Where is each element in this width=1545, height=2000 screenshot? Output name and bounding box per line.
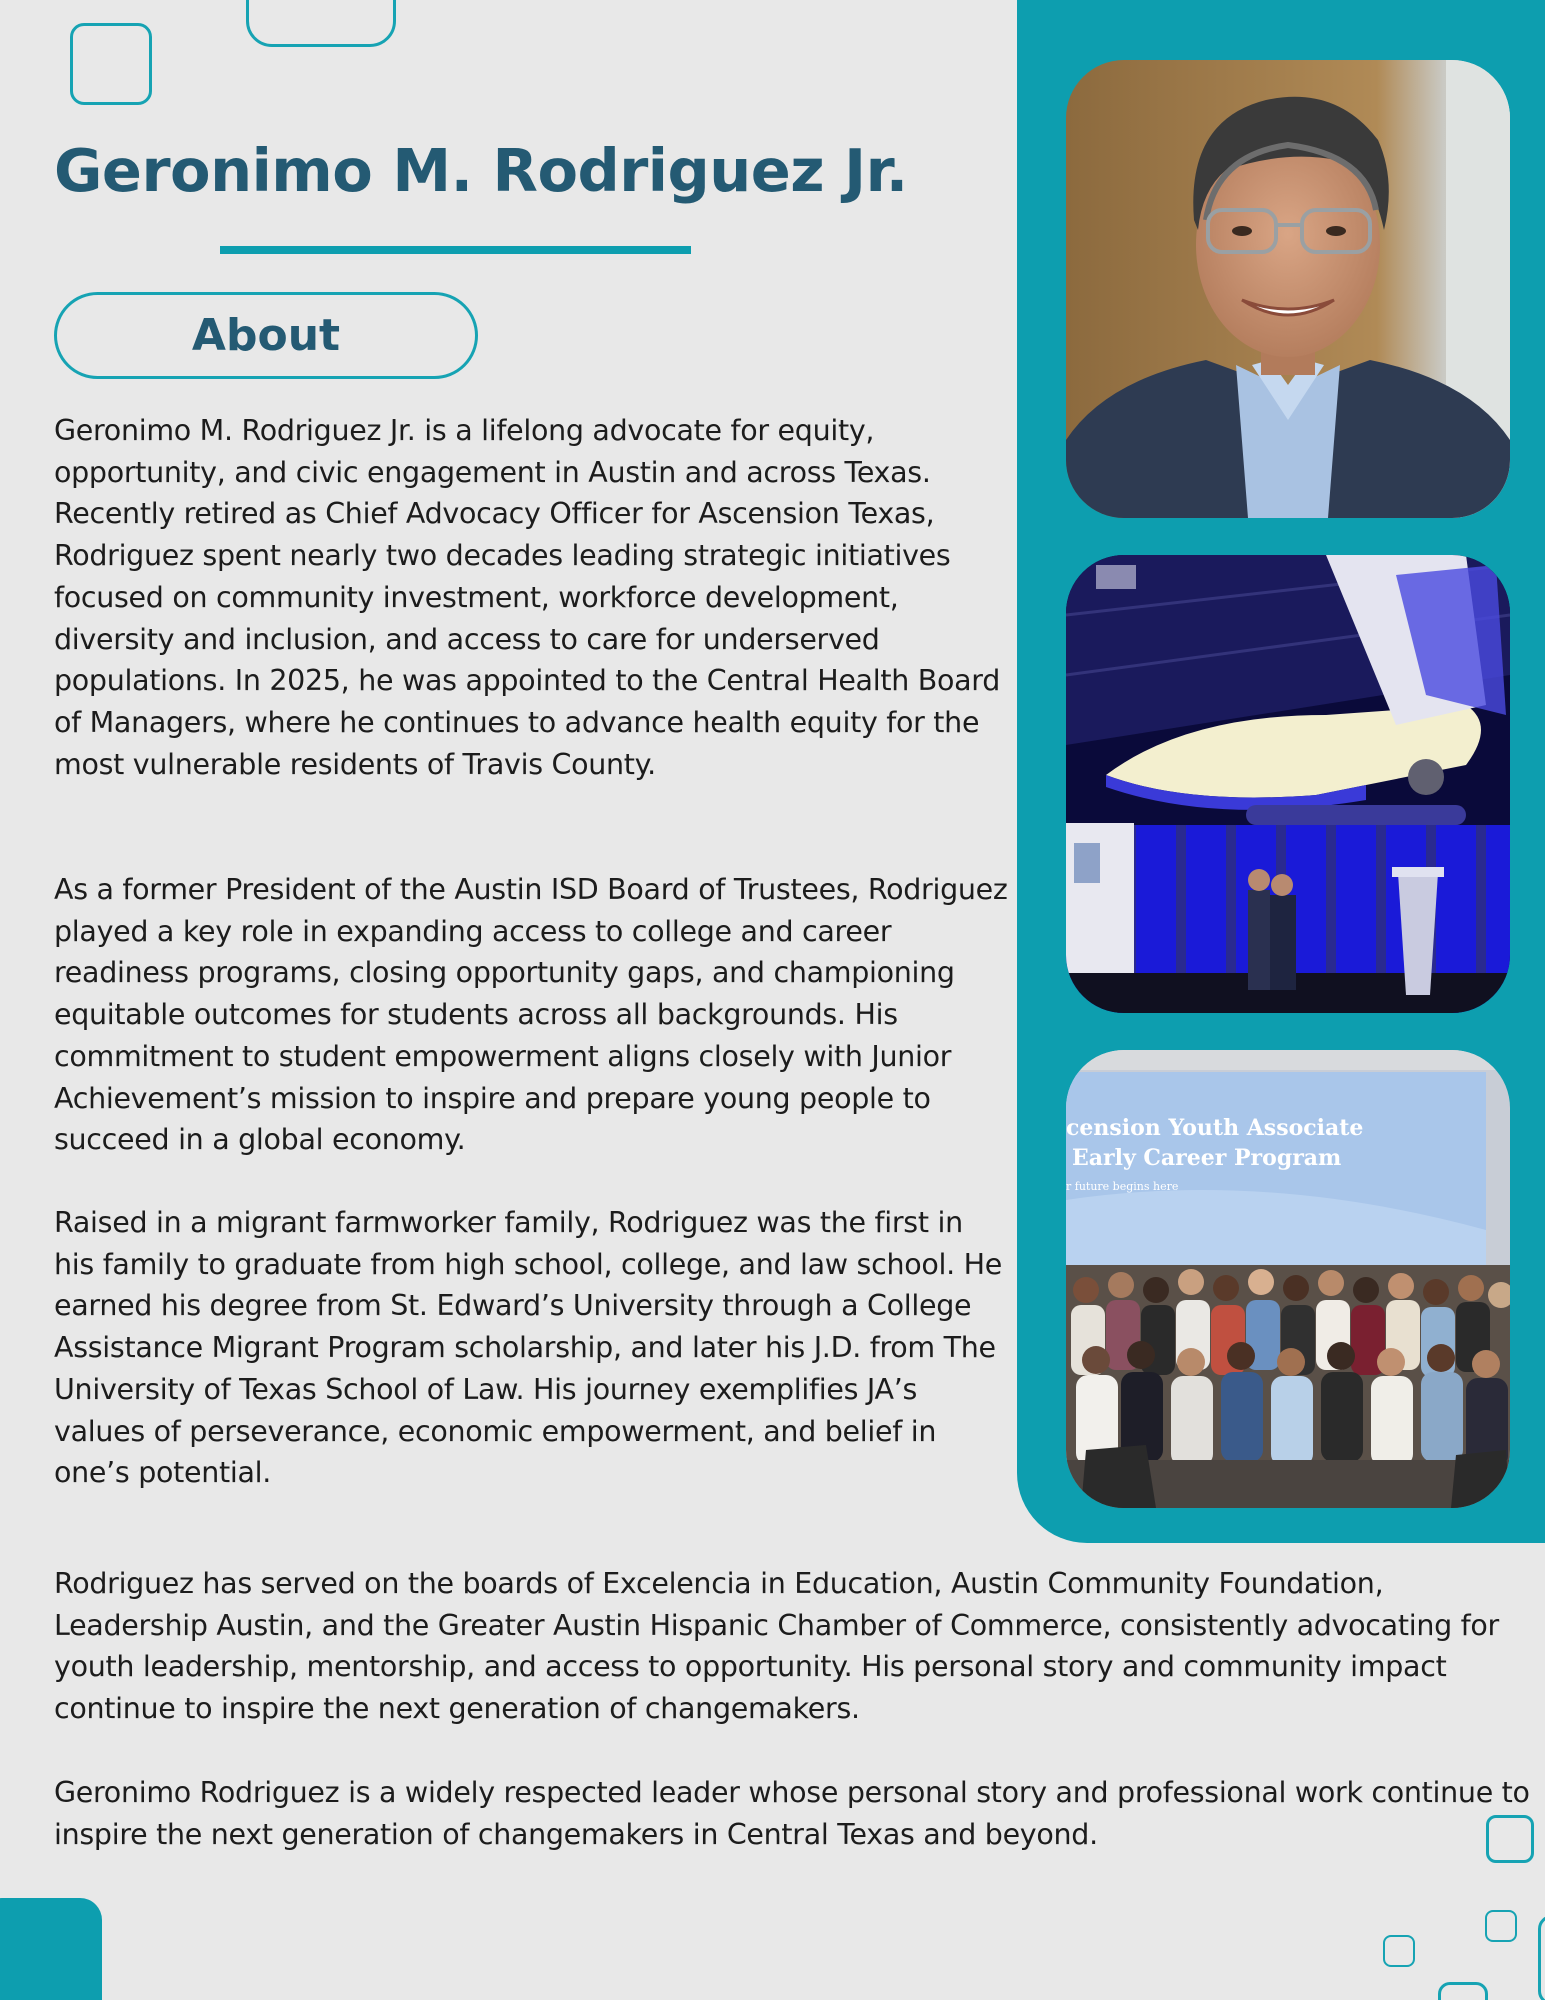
decorative-rounded-outline (246, 0, 396, 47)
slide-subtitle: r future begins here (1066, 1180, 1179, 1193)
decorative-square-outline (1438, 1982, 1488, 2000)
title-underline (220, 246, 691, 254)
decorative-square-outline (70, 23, 152, 105)
page-title: Geronimo M. Rodriguez Jr. (54, 136, 908, 205)
decorative-square-outline (1538, 1915, 1545, 2000)
slide-title-line-1: cension Youth Associate (1066, 1115, 1364, 1141)
slide-title-line-2: Early Career Program (1072, 1145, 1342, 1171)
decorative-corner-block (0, 1898, 102, 2000)
decorative-square-outline (1485, 1910, 1517, 1942)
decorative-square-outline (1383, 1935, 1415, 1967)
about-section-label: About (54, 292, 478, 379)
bio-paragraph-3: Raised in a migrant farmworker family, Rodriguez was the first in his family to graduate from high school, college, and law school. He earned his degree from St. Edward’s University through a College Assistance Migrant Program scholarship, and later his J.D. from The University of Texas School of Law. His journey exemplifies JA’s values of perseverance, economic empowerment, and belief in one’s potential. (54, 1206, 1003, 1490)
portrait-photo (1066, 60, 1510, 518)
group-photo (1066, 1050, 1510, 1508)
bio-paragraph-5: Geronimo Rodriguez is a widely respected leader whose personal story and professional work continue to inspire the next generation of changemakers in Central Texas and beyond. (54, 1776, 1530, 1851)
bio-paragraph-4: Rodriguez has served on the boards of Excelencia in Education, Austin Community Foundation, Leadership Austin, and the Greater Austin Hispanic Chamber of Commerce, consistently advocating for youth leadership, mentorship, and access to opportunity. His personal story and community impact continue to inspire the next generation of changemakers. (54, 1567, 1499, 1726)
bio-paragraph-2: As a former President of the Austin ISD Board of Trustees, Rodriguez played a key role in expanding access to college and career readiness programs, closing opportunity gaps, and championing equitable outcomes for students across all backgrounds. His commitment to student empowerment aligns closely with Junior Achievement’s mission to inspire and prepare young people to succeed in a global economy. (54, 873, 1008, 1157)
bio-paragraph-1: Geronimo M. Rodriguez Jr. is a lifelong advocate for equity, opportunity, and civic engagement in Austin and across Texas. Recently retired as Chief Advocacy Officer for Ascension Texas, Rodriguez spent nearly two decades leading strategic initiatives focused on community investment, workforce development, diversity and inclusion, and access to care for underserved populations. In 2025, he was appointed to the Central Health Board of Managers, where he continues to advance health equity for the most vulnerable residents of Travis County. (54, 414, 1001, 781)
stage-event-photo (1066, 555, 1510, 1013)
